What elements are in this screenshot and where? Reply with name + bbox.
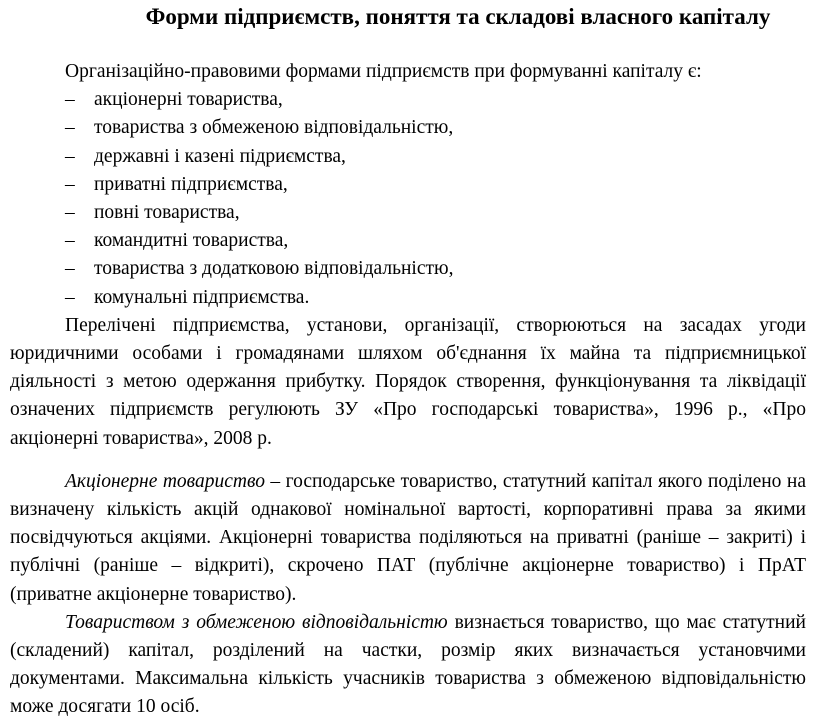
dash-bullet: – xyxy=(65,89,75,111)
intro-paragraph: Організаційно-правовими формами підприємств при формуванні капіталу є: xyxy=(65,61,702,82)
page-title: Форми підприємств, поняття та складові власного капіталу xyxy=(145,4,771,29)
list-item-text: комунальні підприємства. xyxy=(94,286,310,308)
list-item xyxy=(10,171,806,199)
dash-bullet: – xyxy=(65,230,75,252)
dash-bullet: – xyxy=(65,202,75,224)
list-item-text: товариства з обмеженою відповідальністю, xyxy=(94,117,454,139)
document-body xyxy=(10,58,806,722)
dash-bullet: – xyxy=(65,117,75,139)
dash-bullet: – xyxy=(65,258,75,280)
list-item-text: товариства з додатковою відповідальністю, xyxy=(94,258,454,280)
basis-paragraph: Перелічені підприємства, установи, організації, створюються на засадах угоди юридичними особами і громадянами шляхом об'єднання їх майна та підприємницької діяльності з метою одержання прибутку. Порядок створення, функціонування та ліквідації означених підприємств регулюють ЗУ «Про господарські товариства», 1996 р., «Про акціонерні товариства», 2008 р. xyxy=(10,314,806,449)
forms-list xyxy=(10,86,806,312)
jsc-term: Акціонерне товариство xyxy=(65,470,265,492)
dash-bullet: – xyxy=(65,145,75,167)
llc-term: Товариством з обмеженою відповідальністю xyxy=(65,611,448,633)
list-item xyxy=(10,199,806,227)
dash-bullet: – xyxy=(65,286,75,308)
paragraph-gap xyxy=(10,453,806,468)
jsc-definition: – господарське товариство, статутний капітал якого поділено на визначену кількість акцій однакової номінальної вартості, корпоративні права за якими посвідчуються акціями. Акціонерні товариства поділяються на приватні (раніше – закриті) і публічні (раніше – відкриті), скрочено ПАТ (публічне акціонерне товариство) і ПрАТ (приватне акціонерне товариство). xyxy=(10,470,806,605)
jsc-paragraph xyxy=(10,468,806,609)
llc-paragraph xyxy=(10,609,806,722)
list-item-text: державні і казені підриємства, xyxy=(94,145,346,167)
list-item xyxy=(10,255,806,283)
list-item-text: акціонерні товариства, xyxy=(94,89,283,111)
list-item-text: приватні підприємства, xyxy=(94,173,288,195)
list-item xyxy=(10,114,806,142)
dash-bullet: – xyxy=(65,173,75,195)
list-item xyxy=(10,86,806,114)
list-item-text: командитні товариства, xyxy=(94,230,289,252)
list-item xyxy=(10,227,806,255)
llc-definition: визнається товариство, що має статутний (складений) капітал, розділений на частки, розмір яких визначається установчими документами. Максимальна кількість учасників товариства з обмеженою відповідальністю може досягати 10 осіб. xyxy=(10,611,806,718)
list-item xyxy=(10,284,806,312)
list-item-text: повні товариства, xyxy=(94,202,240,224)
list-item xyxy=(10,143,806,171)
